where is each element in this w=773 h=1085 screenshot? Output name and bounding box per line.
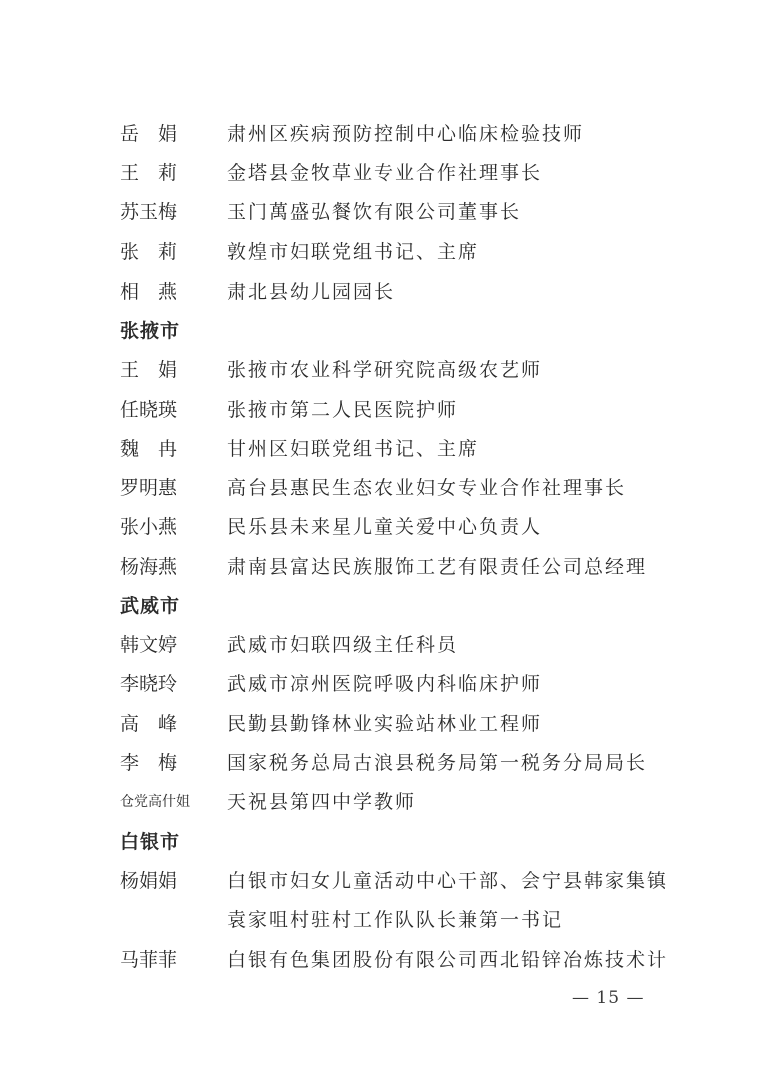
section-heading-baiyin: 白银市 <box>120 831 181 853</box>
person-description: 肃南县富达民族服饰工艺有限责任公司总经理 <box>227 556 648 578</box>
person-description: 甘州区妇联党组书记、主席 <box>227 438 480 460</box>
person-description: 张掖市第二人民医院护师 <box>227 399 459 421</box>
person-name: 张小燕 <box>120 516 178 538</box>
person-name: 李晓玲 <box>120 673 178 695</box>
person-name: 马菲菲 <box>120 949 178 971</box>
person-description: 武威市妇联四级主任科员 <box>227 634 459 656</box>
person-description: 敦煌市妇联党组书记、主席 <box>227 241 480 263</box>
person-name: 岳 娟 <box>120 123 178 145</box>
person-name: 魏 冉 <box>120 438 178 460</box>
person-name: 李 梅 <box>120 752 178 774</box>
person-name: 苏玉梅 <box>120 201 178 223</box>
person-description: 肃北县幼儿园园长 <box>227 281 396 303</box>
person-name: 仓党高什姐 <box>120 794 190 810</box>
person-description: 民乐县未来星儿童关爱中心负责人 <box>227 516 543 538</box>
person-name: 杨海燕 <box>120 556 178 578</box>
section-heading-wuwei: 武威市 <box>120 595 181 617</box>
person-description: 肃州区疾病预防控制中心临床检验技师 <box>227 123 585 145</box>
section-heading-zhangye: 张掖市 <box>120 320 181 342</box>
person-description: 武威市凉州医院呼吸内科临床护师 <box>227 673 543 695</box>
person-description: 玉门萬盛弘餐饮有限公司董事长 <box>227 201 522 223</box>
person-name: 高 峰 <box>120 713 178 735</box>
person-name: 王 莉 <box>120 162 178 184</box>
person-name: 任晓瑛 <box>120 399 178 421</box>
person-name: 罗明惠 <box>120 477 178 499</box>
person-name: 相 燕 <box>120 281 178 303</box>
person-description-continued: 袁家咀村驻村工作队队长兼第一书记 <box>227 909 564 931</box>
person-description: 天祝县第四中学教师 <box>227 791 417 813</box>
person-description: 张掖市农业科学研究院高级农艺师 <box>227 359 543 381</box>
person-description: 白银市妇女儿童活动中心干部、会宁县韩家集镇 <box>227 870 669 892</box>
person-name: 张 莉 <box>120 241 178 263</box>
person-description: 民勤县勤锋林业实验站林业工程师 <box>227 713 543 735</box>
person-name: 王 娟 <box>120 359 178 381</box>
page-number: — 15 — <box>572 988 645 1008</box>
person-description: 国家税务总局古浪县税务局第一税务分局局长 <box>227 752 648 774</box>
person-description: 白银有色集团股份有限公司西北铅锌冶炼技术计 <box>227 949 669 971</box>
person-description: 高台县惠民生态农业妇女专业合作社理事长 <box>227 477 627 499</box>
person-name: 韩文婷 <box>120 634 178 656</box>
person-name: 杨娟娟 <box>120 870 178 892</box>
person-description: 金塔县金牧草业专业合作社理事长 <box>227 162 543 184</box>
